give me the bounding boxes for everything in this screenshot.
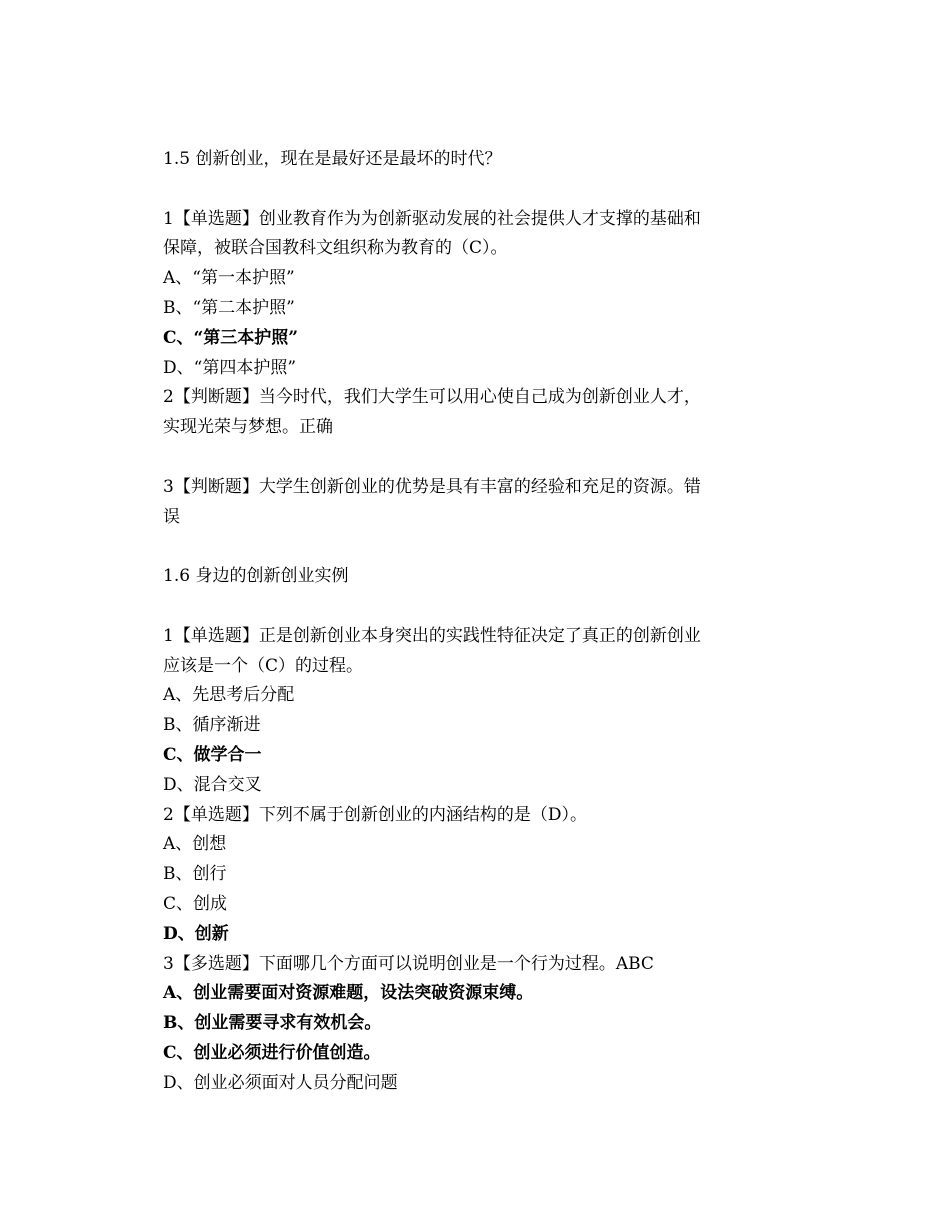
question-text: 应该是一个（C）的过程。 <box>163 655 364 676</box>
question <box>163 383 783 443</box>
question <box>163 205 783 384</box>
option-d: D、创新 <box>163 923 229 944</box>
spacer <box>163 443 783 473</box>
document-page <box>163 145 783 1099</box>
spacer <box>163 175 783 205</box>
option-c: C、创业必须进行价值创造。 <box>163 1042 381 1063</box>
section-title: 1.6 身边的创新创业实例 <box>163 566 349 587</box>
option-a: A、“第一本护照” <box>163 268 295 289</box>
option-b: B、创行 <box>163 864 227 885</box>
spacer <box>163 592 783 622</box>
question-text: 1【单选题】创业教育作为为创新驱动发展的社会提供人才支撑的基础和 <box>163 208 701 229</box>
option-c: C、做学合一 <box>163 744 262 765</box>
option-d: D、混合交叉 <box>163 774 262 795</box>
option-b: B、“第二本护照” <box>163 297 295 318</box>
question-text: 3【多选题】下面哪几个方面可以说明创业是一个行为过程。ABC <box>163 953 654 974</box>
option-d: D、“第四本护照” <box>163 357 297 378</box>
question-text: 误 <box>163 506 180 527</box>
question-text: 保障，被联合国教科文组织称为教育的（C）。 <box>163 238 508 259</box>
question-text: 2【判断题】当今时代，我们大学生可以用心使自己成为创新创业人才， <box>163 387 701 408</box>
option-d: D、创业必须面对人员分配问题 <box>163 1072 398 1093</box>
option-a: A、创想 <box>163 834 227 855</box>
option-a: A、先思考后分配 <box>163 685 295 706</box>
option-a: A、创业需要面对资源难题，设法突破资源束缚。 <box>163 983 534 1004</box>
option-b: B、创业需要寻求有效机会。 <box>163 1013 382 1034</box>
question-text: 2【单选题】下列不属于创新创业的内涵结构的是（D）。 <box>163 804 587 825</box>
spacer <box>163 532 783 562</box>
option-c: C、创成 <box>163 893 228 914</box>
section-title: 1.5 创新创业，现在是最好还是最坏的时代？ <box>163 149 502 169</box>
question-text: 实现光荣与梦想。正确 <box>163 417 333 438</box>
question <box>163 801 783 950</box>
question <box>163 950 783 1099</box>
question <box>163 622 783 801</box>
question-text: 3【判断题】大学生创新创业的优势是具有丰富的经验和充足的资源。错 <box>163 476 701 497</box>
option-b: B、循序渐进 <box>163 715 261 736</box>
question <box>163 473 783 533</box>
option-c: C、“第三本护照” <box>163 327 299 348</box>
question-text: 1【单选题】正是创新创业本身突出的实践性特征决定了真正的创新创业 <box>163 625 701 646</box>
